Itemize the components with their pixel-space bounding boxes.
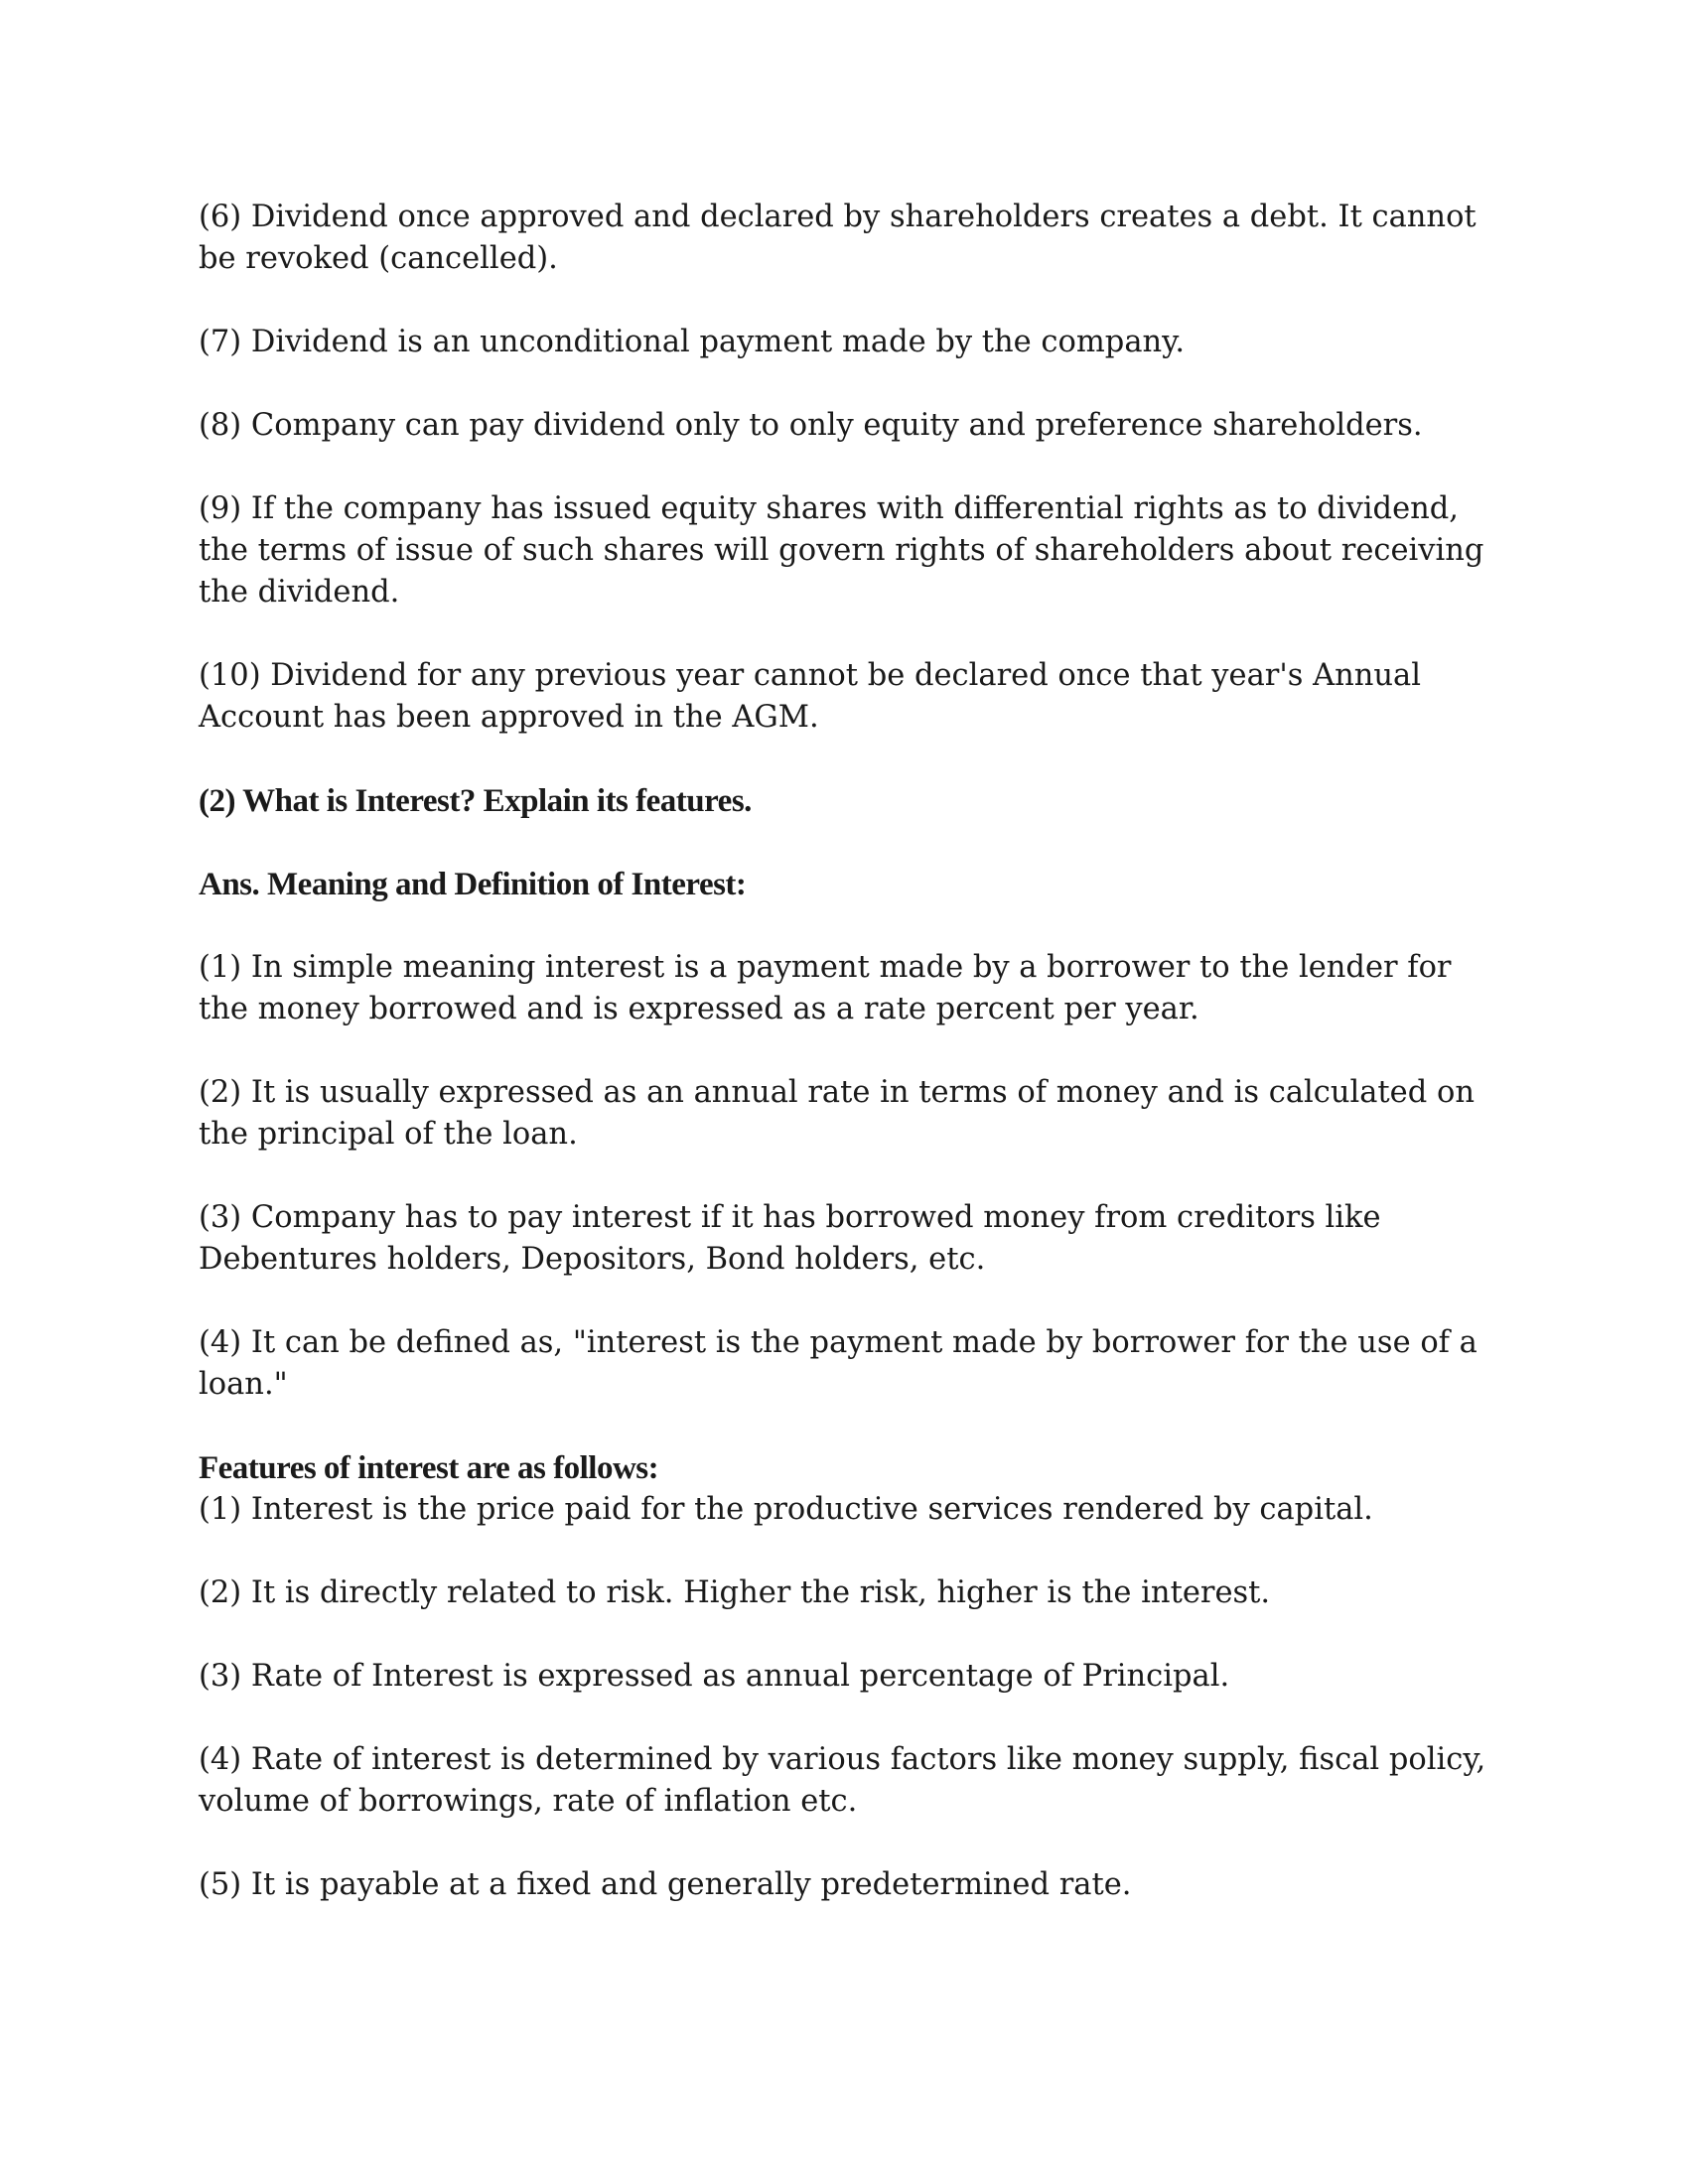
interest-feature-3: (3) Rate of Interest is expressed as annual percentage of Principal. [199,1659,1230,1694]
interest-definition-4: (4) It can be defined as, "interest is the payment made by borrower for the use of a loan." [199,1325,1477,1402]
interest-definition-2: (2) It is usually expressed as an annual rate in terms of money and is calculated on the principal of the loan. [199,1075,1475,1152]
interest-feature-1: (1) Interest is the price paid for the productive services rendered by capital. [199,1492,1373,1527]
page-content [199,197,1509,1948]
interest-feature-5: (5) It is payable at a fixed and generally predetermined rate. [199,1867,1132,1902]
interest-feature-2: (2) It is directly related to risk. Higher the risk, higher is the interest. [199,1575,1271,1610]
interest-definition-1: (1) In simple meaning interest is a payment made by a borrower to the lender for the money borrowed and is expressed as a rate percent per year. [199,950,1452,1026]
features-heading: Features of interest are as follows: [199,1450,659,1486]
interest-definition-3: (3) Company has to pay interest if it has borrowed money from creditors like Debentures holders, Depositors, Bond holders, etc. [199,1200,1381,1277]
dividend-point-7: (7) Dividend is an unconditional payment made by the company. [199,325,1186,359]
dividend-point-6: (6) Dividend once approved and declared by shareholders creates a debt. It cannot be revoked (cancelled). [199,200,1477,276]
dividend-point-8: (8) Company can pay dividend only to only equity and preference shareholders. [199,408,1423,443]
dividend-point-10: (10) Dividend for any previous year cannot be declared once that year's Annual Account has been approved in the AGM. [199,658,1421,735]
question-heading: (2) What is Interest? Explain its features. [199,783,752,819]
answer-heading: Ans. Meaning and Definition of Interest: [199,867,747,902]
dividend-point-9: (9) If the company has issued equity shares with differential rights as to dividend, the terms of issue of such shares will govern rights of shareholders about receiving the dividend. [199,491,1484,610]
interest-feature-4: (4) Rate of interest is determined by various factors like money supply, fiscal policy, volume of borrowings, rate of inflation etc. [199,1742,1486,1819]
